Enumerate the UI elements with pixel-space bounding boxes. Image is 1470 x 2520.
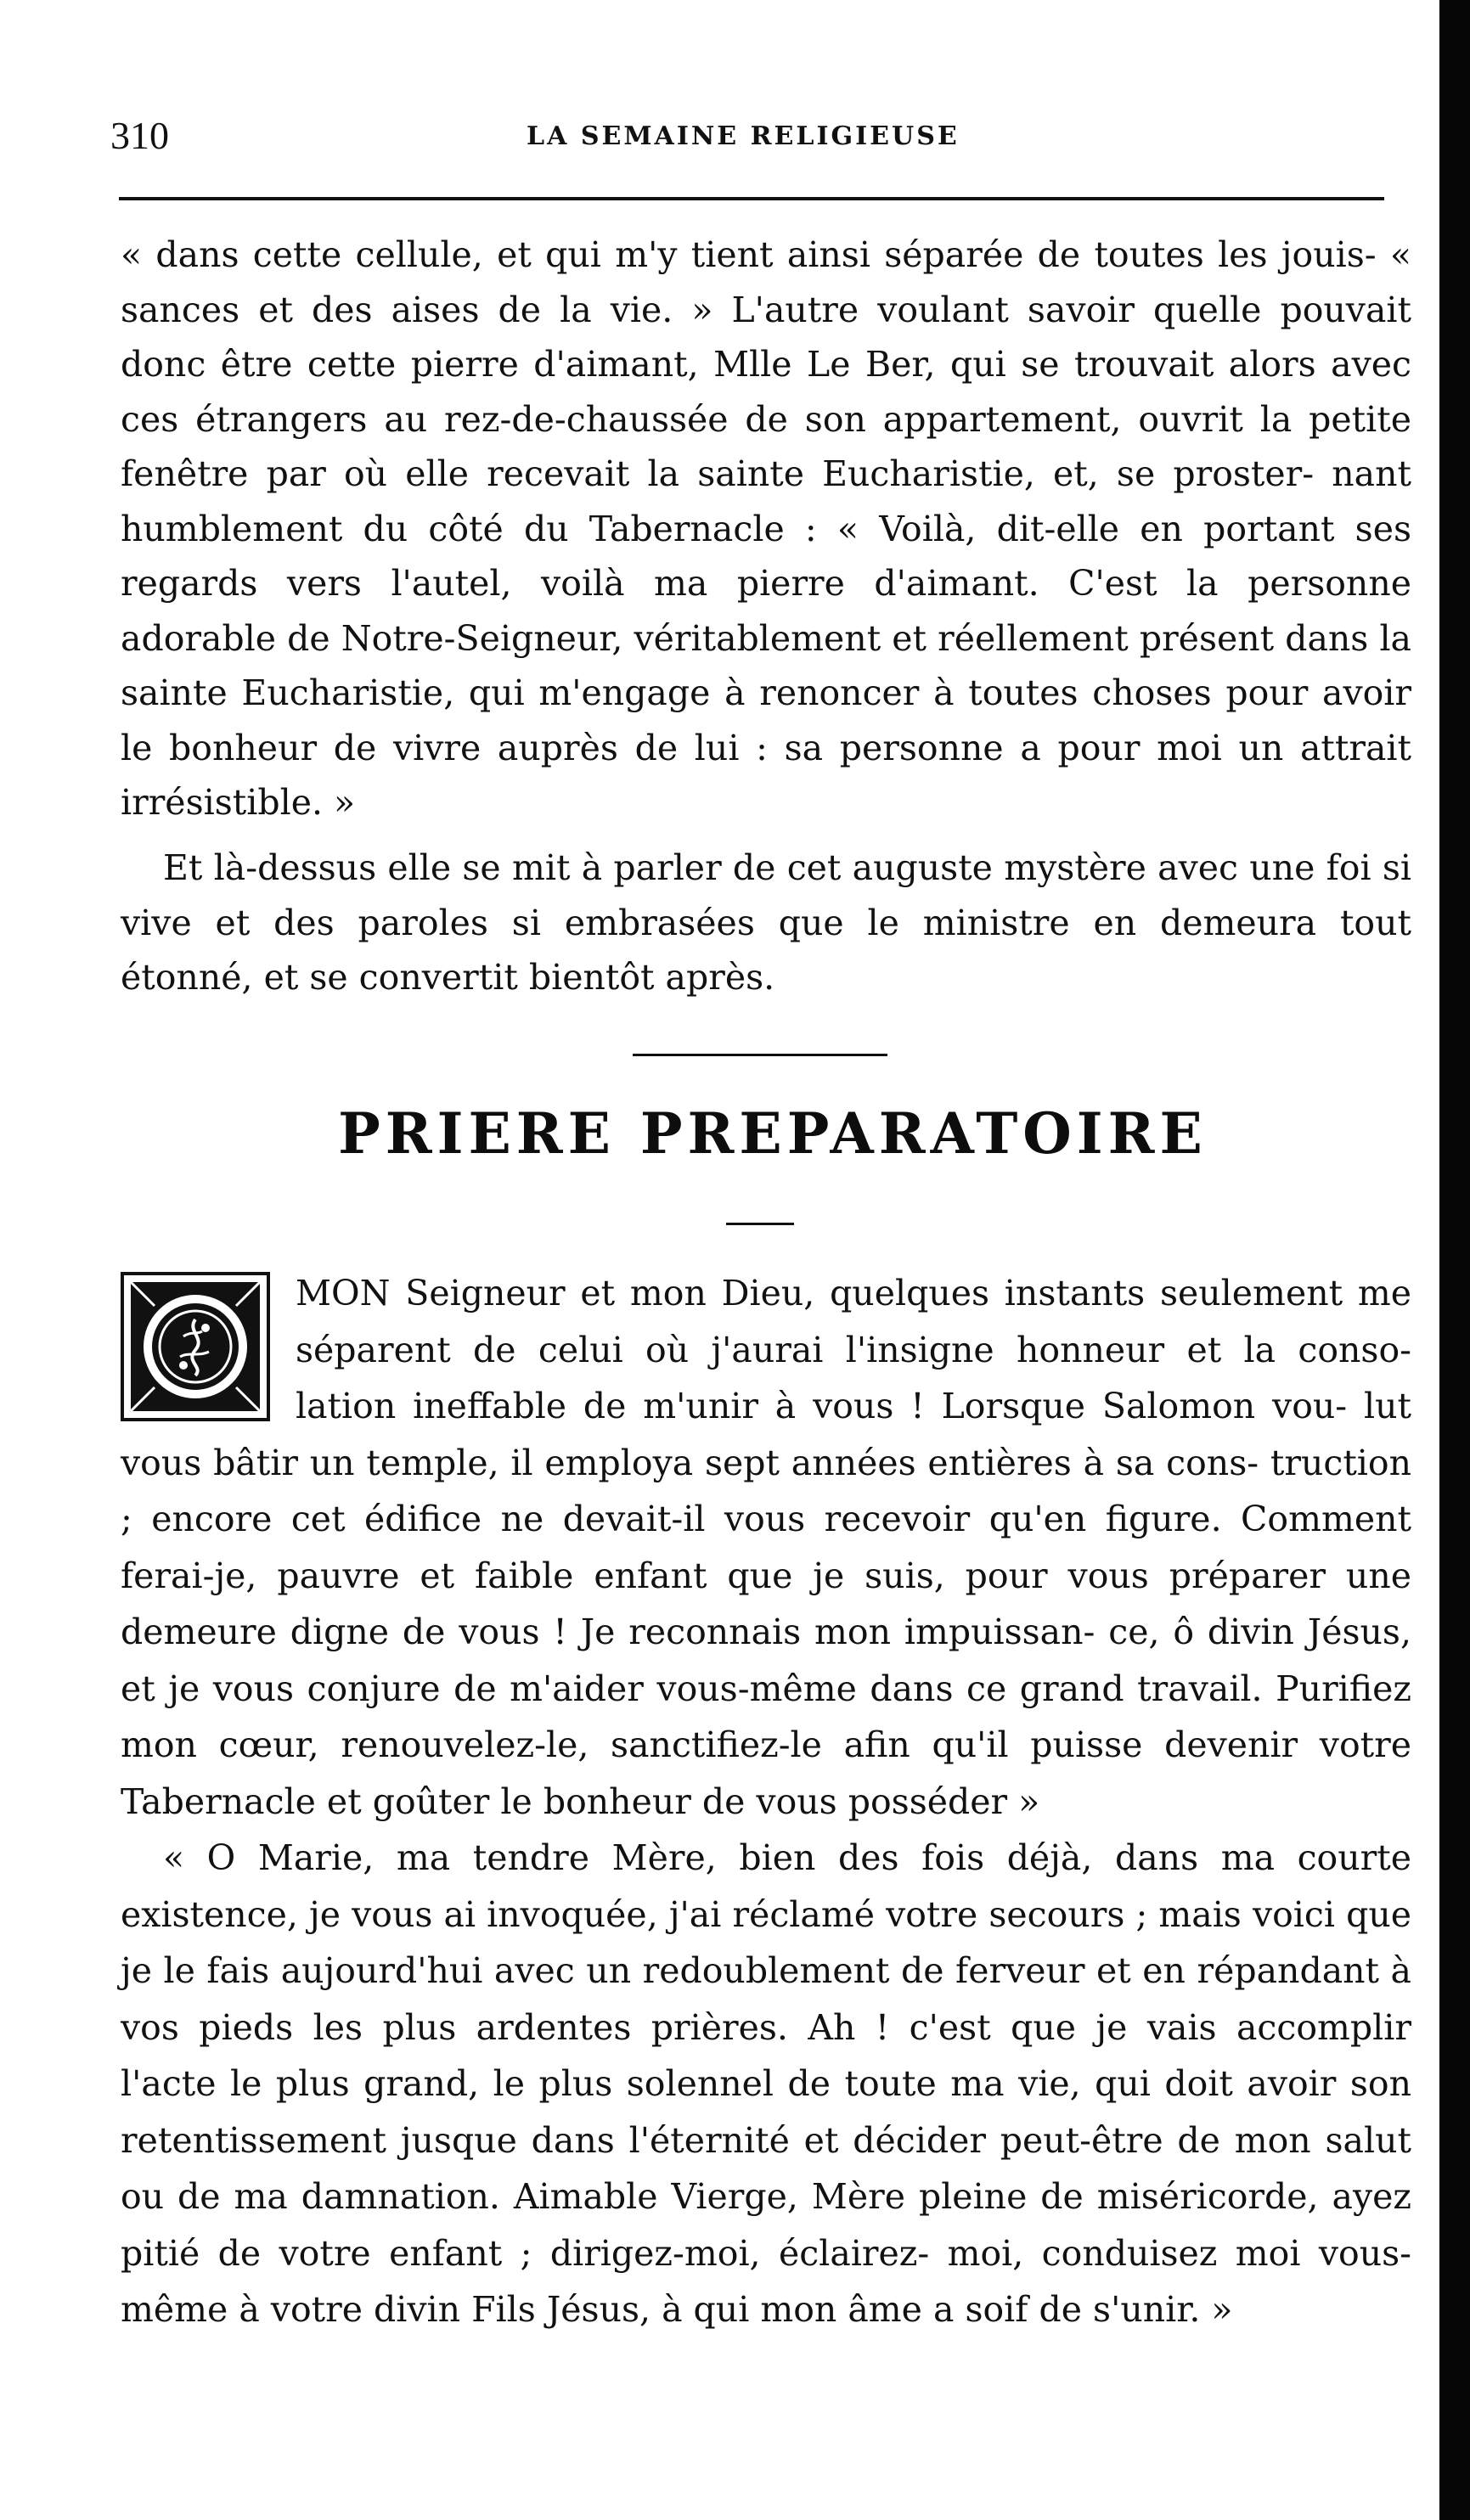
section-divider-bottom: [726, 1223, 794, 1225]
dropcap-ornament-icon: [121, 1272, 270, 1421]
header-rule: [119, 197, 1384, 200]
section-title: PRIERE PREPARATOIRE: [338, 1100, 1208, 1167]
paragraph-text: MON Seigneur et mon Dieu, quelques instants seulement me séparent de celui où j'aurai l'insigne honneur et la conso- lation ineffable de m'unir à vous ! Lorsque Salomon vou- lut vous bâtir un temple, il employa sept années entières à sa cons- truction ; encore cet édifice ne devait-il vous recevoir qu'en figure. Comment ferai-je, pauvre et faible enfant que je suis, pour vous préparer une demeure digne de vous ! Je reconnais mon impuissan- ce, ô divin Jésus, et je vous conjure de m'aider vous-même dans ce grand travail. Purifiez mon cœur, renouvelez-le, sanctifiez-le afin qu'il puisse devenir votre Tabernacle et goûter le bonheur de vous posséder »: [121, 1273, 1411, 1822]
closing-paragraph: [121, 841, 1411, 1005]
scan-edge: [1439, 0, 1470, 2520]
continued-paragraph: [121, 228, 1411, 830]
page-number: 310: [110, 114, 169, 157]
ornamental-dropcap: [121, 1272, 270, 1421]
section-divider-top: [633, 1054, 887, 1056]
prayer-paragraph-1: [121, 1265, 1411, 1830]
running-title: LA SEMAINE RELIGIEUSE: [527, 121, 960, 151]
prayer-text: [121, 1265, 1411, 2338]
paragraph-text: « dans cette cellule, et qui m'y tient ainsi séparée de toutes les jouis- « sances et des aises de la vie. » L'autre voulant savoir quelle pouvait donc être cette pierre d'aimant, Mlle Le Ber, qui se trouvait alors avec ces étrangers au rez-de-chaussée de son appartement, ouvrit la petite fenêtre par où elle recevait la sainte Eucharistie, et, se proster- nant humblement du côté du Tabernacle : « Voilà, dit-elle en portant ses regards vers l'autel, voilà ma pierre d'aimant. C'est la personne adorable de Notre-Seigneur, véritablement et réellement présent dans la sainte Eucharistie, qui m'engage à renoncer à toutes choses pour avoir le bonheur de vivre auprès de lui : sa personne a pour moi un attrait irrésistible. »: [121, 234, 1411, 823]
paragraph-text: Et là-dessus elle se mit à parler de cet auguste mystère avec une foi si vive et des paroles si embrasées que le ministre en demeura tout étonné, et se convertit bientôt après.: [121, 847, 1411, 998]
running-header: [110, 110, 1393, 161]
prayer-paragraph-2: « O Marie, ma tendre Mère, bien des fois déjà, dans ma courte existence, je vous ai invoquée, j'ai réclamé votre secours ; mais voici que je le fais aujourd'hui avec un redoublement de ferveur et en répandant à vos pieds les plus ardentes prières. Ah ! c'est que je vais accomplir l'acte le plus grand, le plus solennel de toute ma vie, qui doit avoir son retentissement jusque dans l'éternité et décider peut-être de mon salut ou de ma damnation. Aimable Vierge, Mère pleine de miséricorde, ayez pitié de votre enfant ; dirigez-moi, éclairez- moi, conduisez moi vous-même à votre divin Fils Jésus, à qui mon âme a soif de s'unir. »: [121, 1837, 1411, 2330]
